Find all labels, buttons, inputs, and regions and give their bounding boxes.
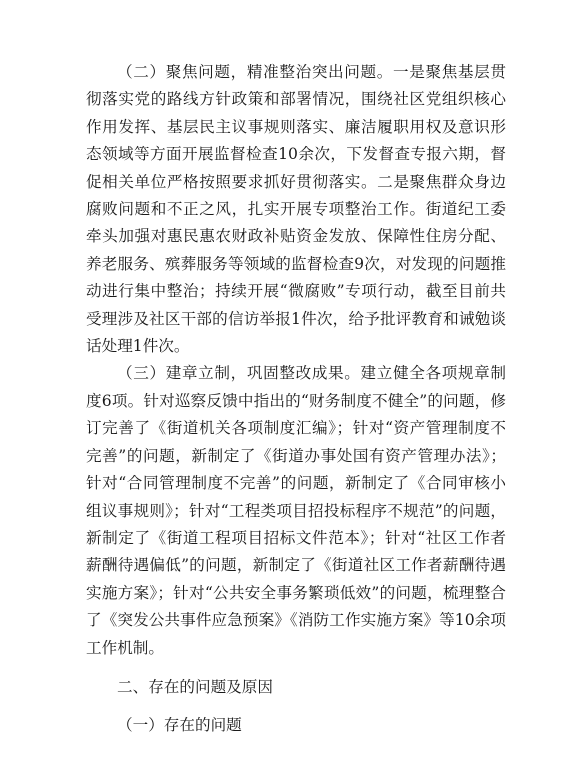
paragraph-focus-problems: （二）聚焦问题，精准整治突出问题。一是聚焦基层贯彻落实党的路线方针政策和部署情况，围绕社区党组织核心作用发挥、基层民主议事规则落实、廉洁履职用权及意识形态领域等方面开展监督检查10余次，下发督查专报六期，督促相关单位严格按照要求抓好贯彻落实。二是聚焦群众身边腐败问题和不正之风，扎实开展专项整治工作。街道纪工委牵头加强对惠民惠农财政补贴资金发放、保障性住房分配、养老服务、殡葬服务等领域的监督检查9次，对发现的问题推动进行集中整治；持续开展“微腐败”专项行动，截至目前共受理涉及社区干部的信访举报1件次，给予批评教育和诫勉谈话处理1件次。 — [86, 63, 506, 356]
paragraph-establish-rules: （三）建章立制，巩固整改成果。建立健全各项规章制度6项。针对巡察反馈中指出的“财务制度不健全”的问题，修订完善了《街道机关各项制度汇编》；针对“资产管理制度不完善”的问题，新制定了《街道办事处国有资产管理办法》；针对“合同管理制度不完善”的问题，新制定了《合同审核小组议事规则》；针对“工程类项目招投标程序不规范”的问题，新制定了《街道工程项目招标文件范本》；针对“社区工作者薪酬待遇偏低”的问题，新制定了《街道社区工作者薪酬待遇实施方案》；针对“公共安全事务繁琐低效”的问题，梳理整合了《突发公共事件应急预案》《消防工作实施方案》等10余项工作机制。 — [86, 364, 506, 657]
subsection-heading-existing-problems: （一）存在的问题 — [117, 715, 242, 734]
section-heading-problems-and-causes: 二、存在的问题及原因 — [117, 677, 273, 696]
